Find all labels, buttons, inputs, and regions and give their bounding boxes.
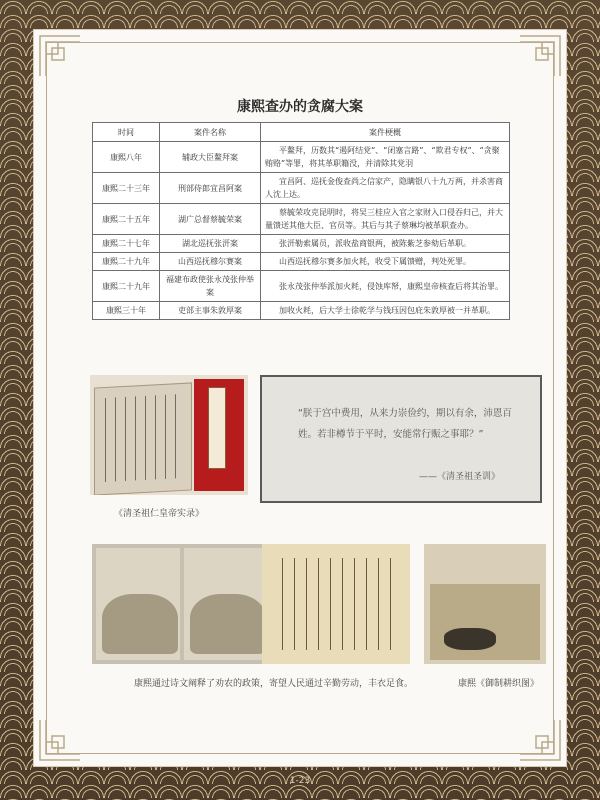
- book-caption: 《清圣祖仁皇帝实录》: [114, 509, 205, 519]
- farming-scene: [190, 594, 266, 654]
- plowing-painting-photo: [424, 544, 546, 664]
- fret-corner-ornament: [38, 718, 82, 762]
- quote-box: [260, 375, 542, 503]
- cell-summary: 山西巡抚穆尔赛多加火耗，收受下属馈赠，判处死罪。: [261, 253, 510, 271]
- table-row: [93, 204, 510, 235]
- fret-corner-ornament: [518, 34, 562, 78]
- content-panel: [34, 30, 566, 766]
- header-summary: 案件梗概: [261, 123, 510, 142]
- cell-time: 康熙二十三年: [93, 173, 160, 204]
- table-row: [93, 302, 510, 320]
- cell-summary: 蔡毓荣攻克昆明时，将吴三桂应入官之家财入口侵吞归己，并大量馈送其他大臣、官员等。其后与其子蔡琳均被革职查办。: [261, 204, 510, 235]
- table-row: [93, 173, 510, 204]
- table-header-row: [93, 123, 510, 142]
- quote-source: ——《清圣祖圣训》: [418, 472, 500, 482]
- fret-corner-ornament: [38, 34, 82, 78]
- header-time: 时间: [93, 123, 160, 142]
- painting-leaf-left: [96, 548, 180, 660]
- cell-summary: 平鳌拜，历数其“遏阿结党”、“闭塞言路”、“欺君专权”、“贪聚贿赂”等罪，将其革职籍没，并清除其党羽: [261, 142, 510, 173]
- book-title-slip: [208, 387, 226, 469]
- corruption-cases-table: [92, 122, 510, 320]
- cell-time: 康熙二十九年: [93, 271, 160, 302]
- calligraphy-poem-photo: [262, 544, 410, 664]
- painting-caption: 康熙《御制耕织图》: [458, 679, 540, 689]
- quote-text: “朕于宫中费用，从来力崇俭约，期以有余，沛恩百姓。若非樽节于平时，安能常行赈之事耶？”: [298, 408, 512, 440]
- cell-case-name: 辅政大臣鳌拜案: [160, 142, 261, 173]
- cell-time: 康熙二十七年: [93, 235, 160, 253]
- cell-case-name: 刑部侍郎宜昌阿案: [160, 173, 261, 204]
- cell-summary: 宜昌阿、巡抚金俊查尚之信家产，隐瞒银八十九万两，并杀害商人沈上达。: [261, 173, 510, 204]
- cell-case-name: 吏部主事朱敦厚案: [160, 302, 261, 320]
- veritable-records-book-photo: [90, 375, 248, 495]
- cell-case-name: 福建布政使张永茂张仲举案: [160, 271, 261, 302]
- table-row: [93, 271, 510, 302]
- water-buffalo: [444, 628, 496, 650]
- table-row: [93, 142, 510, 173]
- cell-time: 康熙二十九年: [93, 253, 160, 271]
- page-title: 康熙查办的贪腐大案: [237, 99, 363, 115]
- cell-summary: 加收火耗，后大学士徐乾学与钱珏因包庇朱敦厚被一并革职。: [261, 302, 510, 320]
- cell-case-name: 湖广总督蔡毓荣案: [160, 204, 261, 235]
- cell-summary: 张汧勒索属员，派收盐商银两，被陈紫芝参劾后革职。: [261, 235, 510, 253]
- table-row: [93, 235, 510, 253]
- header-case-name: 案件名称: [160, 123, 261, 142]
- table-row: [93, 253, 510, 271]
- open-book-page: [94, 382, 192, 495]
- cell-time: 康熙二十五年: [93, 204, 160, 235]
- agriculture-scroll-painting: [92, 544, 272, 664]
- cell-case-name: 湖北巡抚张汧案: [160, 235, 261, 253]
- cell-time: 康熙三十年: [93, 302, 160, 320]
- painting-leaf-right: [184, 548, 268, 660]
- fret-corner-ornament: [518, 718, 562, 762]
- poem-caption: 康熙通过诗文阐释了劝农的政策，寄望人民通过辛勤劳动，丰衣足食。: [134, 679, 414, 689]
- cell-case-name: 山西巡抚穆尔赛案: [160, 253, 261, 271]
- cell-time: 康熙八年: [93, 142, 160, 173]
- farming-scene: [102, 594, 178, 654]
- page-number: 1-23: [289, 776, 311, 786]
- cell-summary: 张永茂张仲举派加火耗，侵蚀库帑，康熙皇帝核查后将其治罪。: [261, 271, 510, 302]
